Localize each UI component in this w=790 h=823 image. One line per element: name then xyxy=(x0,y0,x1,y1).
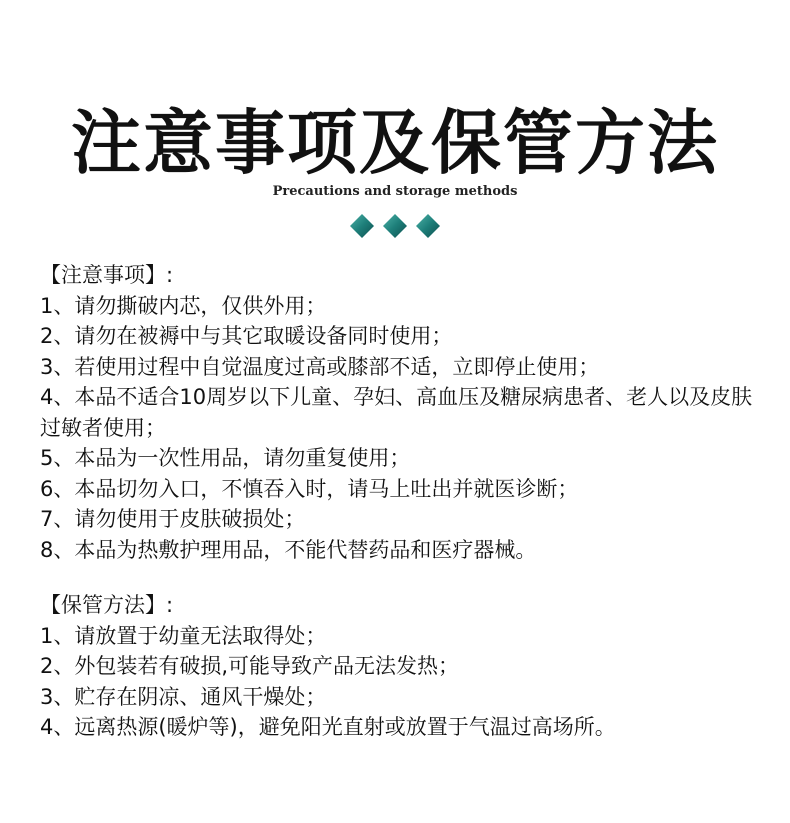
storage-item: 1、请放置于幼童无法取得处； xyxy=(40,623,327,648)
diamond-icon xyxy=(382,213,408,239)
storage-section xyxy=(40,590,770,743)
diamond-icon xyxy=(415,213,441,239)
page-title: 注意事项及保管方法 xyxy=(71,101,719,184)
diamond-icon xyxy=(349,213,375,239)
precaution-item: 7、请勿使用于皮肤破损处； xyxy=(40,507,306,531)
precautions-section xyxy=(40,260,770,565)
precaution-item: 2、请勿在被褥中与其它取暖设备同时使用； xyxy=(40,324,453,348)
precaution-item: 5、本品为一次性用品，请勿重复使用； xyxy=(40,446,411,470)
storage-item: 4、远离热源(暖炉等)，避免阳光直射或放置于气温过高场所。 xyxy=(40,715,616,739)
decorative-diamonds xyxy=(0,213,790,239)
precaution-item: 6、本品切勿入口，不慎吞入时，请马上吐出并就医诊断； xyxy=(40,476,579,501)
precaution-item: 3、若使用过程中自觉温度过高或膝部不适，立即停止使用； xyxy=(40,354,600,379)
precaution-item: 8、本品为热敷护理用品，不能代替药品和医疗器械。 xyxy=(40,537,537,562)
precautions-heading: 【注意事项】: xyxy=(40,263,174,287)
storage-heading: 【保管方法】: xyxy=(40,593,174,617)
page-subtitle: Precautions and storage methods xyxy=(272,184,518,199)
storage-item: 3、贮存在阴凉、通风干燥处； xyxy=(40,684,327,709)
precaution-item: 4、本品不适合10周岁以下儿童、孕妇、高血压及糖尿病患者、老人以及皮肤过敏者使用； xyxy=(40,385,753,440)
precaution-item: 1、请勿撕破内芯，仅供外用； xyxy=(40,293,327,318)
storage-item: 2、外包装若有破损,可能导致产品无法发热； xyxy=(40,654,460,678)
